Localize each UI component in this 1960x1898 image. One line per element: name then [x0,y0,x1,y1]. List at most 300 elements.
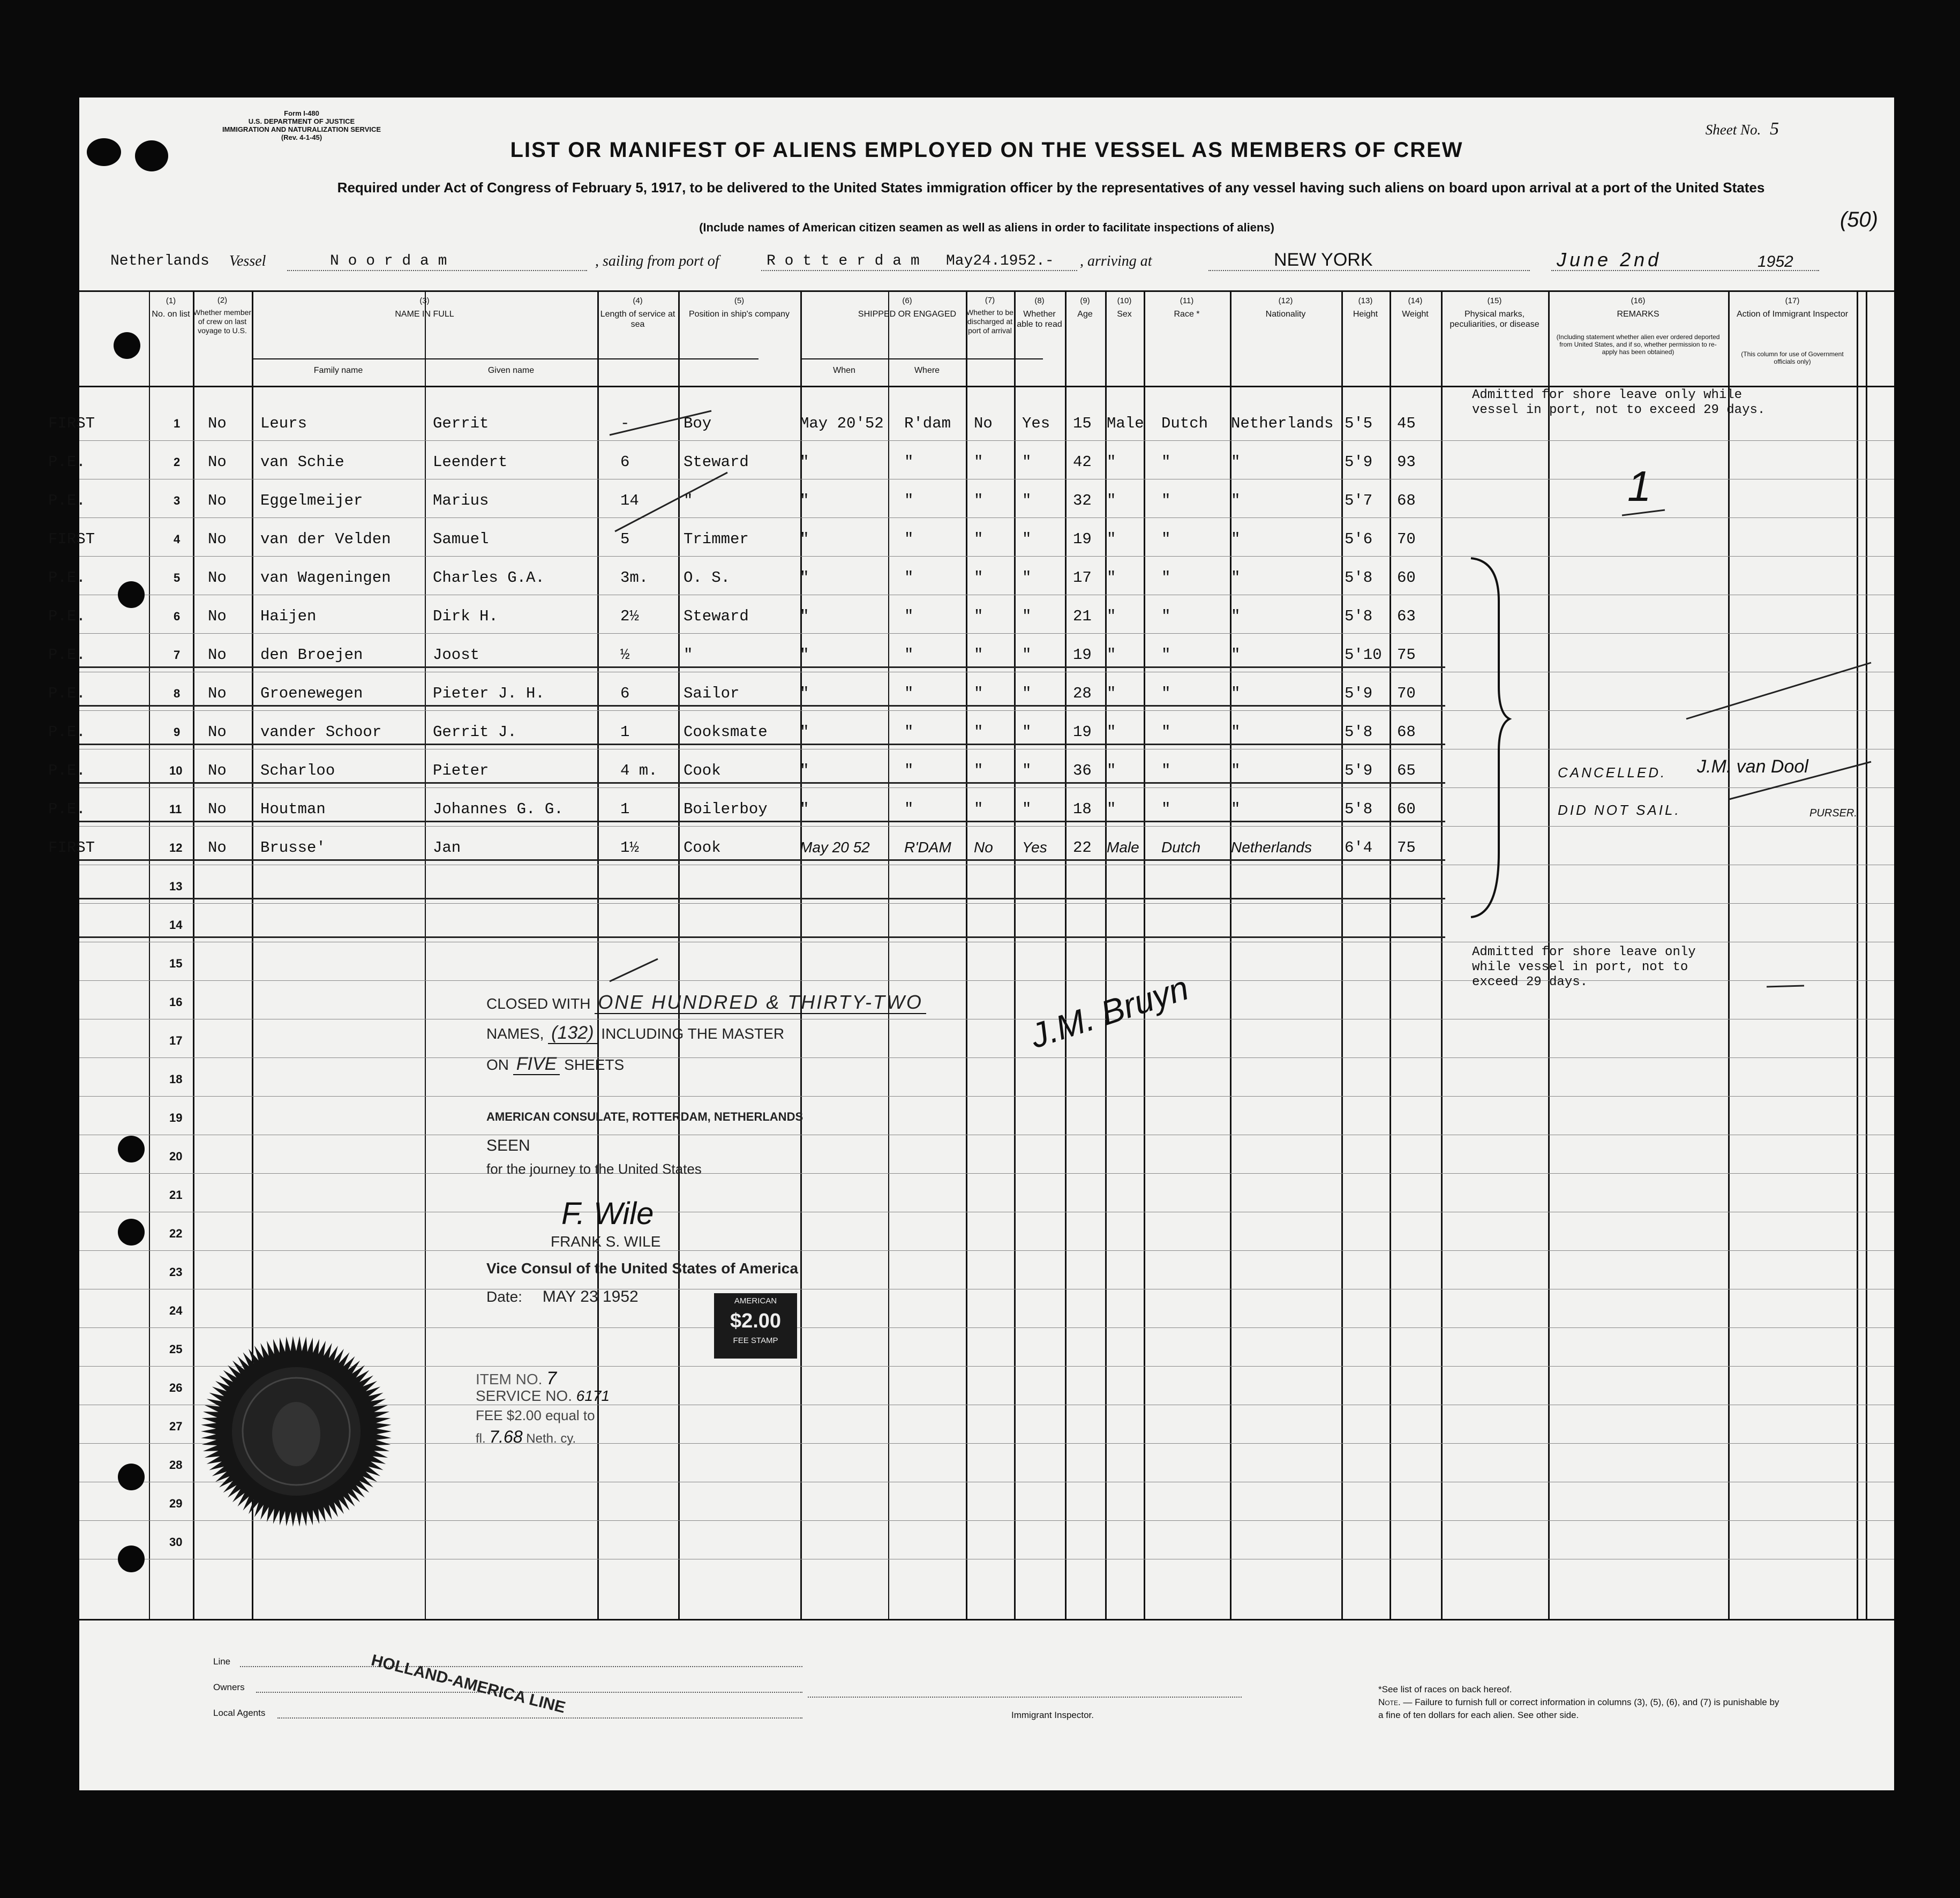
shipped-where: " [904,530,914,548]
service-length: 14 [620,492,639,509]
position: Steward [684,607,749,625]
fee-stamp-top: AMERICAN [734,1296,777,1306]
shipped-where: " [904,569,914,587]
col-1-header: (1) No. on list [152,296,190,319]
last-voyage: No [208,569,227,587]
weight: 93 [1397,453,1416,471]
row-number: 10 [169,764,183,777]
fine-note: Note. — Failure to furnish full or correct information in columns (3), (5), (6), and (7) is punishable by a fine of ten dollars for each alien. See other side. [1378,1697,1779,1720]
nationality: " [1231,569,1241,587]
nationality: Netherlands [1231,839,1312,856]
date-value: MAY 23 1952 [542,1288,639,1306]
shipped-when: May 20'52 [800,415,884,432]
names-label: NAMES, [486,1025,544,1042]
shipped-when: " [800,492,809,509]
race: " [1161,800,1171,818]
consul-title: Vice Consul of the United States of America [486,1260,798,1277]
height: 5'9 [1345,453,1373,471]
col-16-header: (16) REMARKS [1617,296,1659,319]
age: 15 [1073,415,1092,432]
consular-date [486,1288,639,1306]
height: 5'6 [1345,530,1373,548]
family-name: Brusse' [260,839,326,857]
age: 28 [1073,685,1092,702]
shipped-when: May 20 52 [800,839,870,856]
position: O. S. [684,569,731,587]
height: 5'9 [1345,762,1373,779]
age: 21 [1073,607,1092,625]
able-to-read: " [1022,492,1032,509]
sex: " [1107,530,1116,548]
race-note: *See list of races on back hereof. [1378,1684,1512,1694]
col-12-header: (12) Nationality [1265,296,1306,319]
row-number: 18 [169,1072,183,1086]
discharged: " [974,569,983,587]
sex: Male [1107,839,1139,856]
col-11-header: (11) Race * [1174,296,1200,319]
shipped-where: " [904,492,914,509]
punch-hole [118,1136,145,1162]
weight: 70 [1397,685,1416,702]
weight: 68 [1397,723,1416,741]
shipped-where: " [904,607,914,625]
row-number: 22 [169,1227,183,1240]
weight: 70 [1397,530,1416,548]
on-label: ON [486,1056,509,1073]
given-name: Jan [433,839,461,857]
last-voyage: No [208,530,227,548]
height: 6'4 [1345,839,1373,857]
col-14-header: (14) Weight [1402,296,1429,319]
height: 5'7 [1345,492,1373,509]
crew-class: P.E. [48,646,86,664]
given-name: Johannes G. G. [433,800,564,818]
row-number: 26 [169,1381,183,1394]
consul-signature: F. Wile [561,1196,654,1231]
consulate-name: AMERICAN CONSULATE, ROTTERDAM, NETHERLANDS [486,1110,803,1123]
given-name: Gerrit [433,415,489,432]
able-to-read: " [1022,646,1032,664]
family-name: Groenewegen [260,685,363,702]
given-name: Pieter [433,762,489,779]
shipped-where: " [904,685,914,702]
service-length: 6 [620,685,630,702]
including-label: INCLUDING THE MASTER [601,1025,785,1042]
nationality: " [1231,685,1241,702]
given-name: Marius [433,492,489,509]
crew-class: FIRST [48,839,95,857]
consular-seal [200,1335,393,1528]
nationality: Netherlands [1231,415,1334,432]
discharged: " [974,607,983,625]
position: Cook [684,839,721,857]
age: 17 [1073,569,1092,587]
closed-count-words: ONE HUNDRED & THIRTY-TWO [595,991,926,1014]
last-voyage: No [208,762,227,779]
race: " [1161,723,1171,741]
position: " [684,492,693,509]
closed-count-number: (132) [548,1023,597,1044]
shipped-when: " [800,646,809,664]
fee-service: SERVICE NO. 6171 [476,1387,610,1404]
line-label: Line [213,1656,231,1667]
include-note: (Include names of American citizen seamen as well as aliens in order to facilitate inspections of aliens) [699,221,1274,234]
arrival-port: NEW YORK [1274,250,1373,270]
crew-class: P.E. [48,685,86,702]
crew-class: P.E. [48,453,86,471]
position: Cook [684,762,721,779]
service-length: 2½ [620,607,639,625]
age: 36 [1073,762,1092,779]
owners-label: Owners [213,1682,245,1692]
shipped-when: " [800,685,809,702]
discharged: No [974,415,993,432]
nationality: " [1231,607,1241,625]
sheets-label: SHEETS [564,1056,625,1073]
able-to-read: " [1022,569,1032,587]
page-count-annotation: (50) [1839,208,1878,231]
sex: " [1107,453,1116,471]
service-length: 1 [620,723,630,741]
service-length: - [620,415,630,432]
height: 5'8 [1345,569,1373,587]
able-to-read: " [1022,685,1032,702]
row-number: 5 [174,571,181,584]
weight: 63 [1397,607,1416,625]
age: 18 [1073,800,1092,818]
discharged: " [974,646,983,664]
sheet-label: Sheet No. [1705,122,1761,138]
fee-guilder: fl. 7.68 Neth. cy. [476,1427,576,1446]
row-number: 30 [169,1535,183,1549]
age: 32 [1073,492,1092,509]
closing-line-2 [486,1023,784,1044]
height: 5'8 [1345,607,1373,625]
service-length: 1 [620,800,630,818]
shipped-where: " [904,646,914,664]
footer-notes [1378,1683,1785,1722]
nationality: " [1231,723,1241,741]
row-number: 11 [169,802,182,816]
shipped-when: " [800,800,809,818]
service-length: ½ [620,646,630,664]
race: " [1161,492,1171,509]
last-voyage: No [208,685,227,702]
race: Dutch [1161,415,1208,432]
shipped-where: " [904,800,914,818]
sailing-label: , sailing from port of [595,253,719,269]
col-5-header: (5) Position in ship's company [688,296,790,319]
fee-item: ITEM NO. 7 [476,1368,557,1389]
inspector-label: Immigrant Inspector. [1011,1710,1094,1720]
service-length: 3m. [620,569,649,587]
weight: 60 [1397,800,1416,818]
arrival-date: June 2nd [1557,249,1662,271]
row-number: 4 [174,532,181,546]
vessel-name: N o o r d a m [330,253,447,269]
given-name-header: Given name [487,366,535,375]
family-name: van Wageningen [260,569,391,587]
arrival-year: 1952 [1758,253,1793,271]
col-9-header: (9) Age [1077,296,1093,319]
remarks-did-not-sail: DID NOT SAIL. [1558,802,1681,818]
service-length: 4 m. [620,762,658,779]
able-to-read: " [1022,453,1032,471]
journey-label: for the journey to the United States [486,1161,702,1177]
age: 19 [1073,530,1092,548]
punch-hole [118,581,145,608]
remarks-shore-leave-2: Admitted for shore leave only while vessel in port, not to exceed 29 days. [1472,945,1696,989]
able-to-read: Yes [1022,415,1050,432]
given-name: Joost [433,646,480,664]
sheet-value: 5 [1770,119,1779,139]
row-number: 27 [169,1420,183,1433]
discharged: " [974,723,983,741]
given-name: Pieter J. H. [433,685,545,702]
row-number: 17 [169,1034,183,1047]
discharged: No [974,839,993,856]
crew-class: FIRST [48,415,95,432]
shipped-when: " [800,453,809,471]
row-number: 13 [169,880,183,893]
weight: 60 [1397,569,1416,587]
manifest-page [48,97,1894,1790]
position: Cooksmate [684,723,768,741]
sex: Male [1107,415,1144,432]
position: Steward [684,453,749,471]
nationality: " [1231,453,1241,471]
family-name: Eggelmeijer [260,492,363,509]
departure-date: May24.1952.- [946,253,1054,269]
form-id: Form I-480 [284,109,319,117]
able-to-read: " [1022,723,1032,741]
family-name: den Broejen [260,646,363,664]
vessel-flag: Netherlands [110,253,209,269]
shipped-when: " [800,723,809,741]
col-10-header: (10) Sex [1117,296,1132,319]
row-number: 19 [169,1111,183,1124]
given-name: Samuel [433,530,489,548]
family-name: Leurs [260,415,307,432]
page-subtitle: Required under Act of Congress of February 5, 1917, to be delivered to the United States immigration officer by the representatives of any vessel having such aliens on board upon arrival at a port of the United States [337,179,1765,196]
row-number: 9 [174,725,181,739]
remarks-note: (Including statement whether alien ever ordered deported from United States, and if so, whether permission to re-apply has been obtained) [1556,333,1720,356]
race: " [1161,530,1171,548]
row-number: 6 [174,610,181,623]
last-voyage: No [208,607,227,625]
ink-blot [87,138,121,166]
shipped-when: " [800,762,809,779]
remarks-mark: 1 [1627,462,1651,510]
row-number: 28 [169,1458,183,1472]
fee-amount: FEE $2.00 equal to [476,1407,595,1423]
height: 5'9 [1345,685,1373,702]
row-number: 2 [174,455,181,469]
shipped-where: R'DAM [904,839,951,856]
discharged: " [974,685,983,702]
last-voyage: No [208,646,227,664]
where-header: Where [914,366,940,375]
crew-class: P.E. [48,492,86,509]
nationality: " [1231,800,1241,818]
row-number: 15 [169,957,183,970]
purser-title: PURSER. [1809,807,1857,819]
weight: 68 [1397,492,1416,509]
col-2-header: (2) Whether member of crew on last voyage to U.S. [193,296,252,335]
race: " [1161,685,1171,702]
crew-class: P.E. [48,569,86,587]
purser-signature: J.M. van Dool [1697,756,1808,777]
row-number: 25 [169,1342,183,1356]
row-number: 7 [174,648,181,662]
row-number: 20 [169,1150,183,1163]
row-number: 3 [174,494,181,507]
weight: 45 [1397,415,1416,432]
sex: " [1107,800,1116,818]
department: U.S. DEPARTMENT OF JUSTICE [248,117,355,125]
family-name: van der Velden [260,530,391,548]
form-meta [189,109,414,141]
weight: 65 [1397,762,1416,779]
height: 5'8 [1345,800,1373,818]
family-name-header: Family name [313,366,363,375]
able-to-read: " [1022,800,1032,818]
last-voyage: No [208,723,227,741]
sheet-number [1706,119,1779,139]
sex: " [1107,762,1116,779]
last-voyage: No [208,492,227,509]
vessel-line [110,249,1878,274]
row-number: 23 [169,1265,183,1279]
local-agents-label: Local Agents [213,1708,266,1718]
family-name: Scharloo [260,762,335,779]
inspector-note: (This column for use of Government officials only) [1741,350,1844,365]
discharged: " [974,453,983,471]
able-to-read: " [1022,530,1032,548]
col-15-header: (15) Physical marks, peculiarities, or disease [1450,296,1540,329]
age: 42 [1073,453,1092,471]
closing-line-1 [486,991,926,1014]
punch-hole [118,1464,145,1490]
sex: " [1107,492,1116,509]
position: Boy [684,415,712,432]
sex: " [1107,723,1116,741]
shipped-where: " [904,453,914,471]
last-voyage: No [208,839,227,857]
weight: 75 [1397,646,1416,664]
last-voyage: No [208,800,227,818]
nationality: " [1231,530,1241,548]
arriving-label: , arriving at [1080,253,1152,269]
race: " [1161,762,1171,779]
shipped-where: R'dam [904,415,951,432]
shipped-when: " [800,607,809,625]
row-number: 1 [174,417,181,430]
seen-label: SEEN [486,1137,530,1154]
sex: " [1107,685,1116,702]
position: " [684,646,693,664]
punch-hole [118,1219,145,1246]
row-number: 29 [169,1497,183,1510]
master-signature: J.M. Bruyn [1025,968,1193,1056]
col-7-header: (7) Whether to be discharged at port of arrival [966,296,1013,335]
row-number: 8 [174,687,181,700]
shipped-when: " [800,569,809,587]
col-17-header: (17) Action of Immigrant Inspector [1736,296,1849,319]
family-name: Houtman [260,800,326,818]
punch-hole [118,1546,145,1572]
shipped-where: " [904,762,914,779]
date-label: Date: [486,1288,522,1305]
crew-class: P.E. [48,723,86,741]
nationality: " [1231,492,1241,509]
race: " [1161,607,1171,625]
crew-class: P.E. [48,800,86,818]
departure-port: R o t t e r d a m [767,253,920,269]
height: 5'5 [1345,415,1373,432]
row-number: 24 [169,1304,183,1317]
sex: " [1107,646,1116,664]
remarks-cancelled: CANCELLED. [1558,764,1667,781]
position: Boilerboy [684,800,768,818]
remarks-shore-leave-1: Admitted for shore leave only while vessel in port, not to exceed 29 days. [1472,388,1766,417]
given-name: Leendert [433,453,508,471]
row-number: 14 [169,918,183,932]
service-length: 5 [620,530,630,548]
age: 19 [1073,723,1092,741]
shipped-when: " [800,530,809,548]
line-stamp: HOLLAND-AMERICA LINE [369,1651,567,1717]
able-to-read: " [1022,762,1032,779]
race: " [1161,453,1171,471]
sex: " [1107,607,1116,625]
position: Sailor [684,685,740,702]
height: 5'10 [1345,646,1382,664]
service-length: 6 [620,453,630,471]
service-length: 1½ [620,839,639,857]
height: 5'8 [1345,723,1373,741]
page-title: LIST OR MANIFEST OF ALIENS EMPLOYED ON THE VESSEL AS MEMBERS OF CREW [510,138,1463,162]
given-name: Charles G.A. [433,569,545,587]
col-3-header: (3) NAME IN FULL [395,296,454,319]
race: Dutch [1161,839,1201,856]
last-voyage: No [208,415,227,432]
row-number: 21 [169,1188,183,1202]
discharged: " [974,492,983,509]
family-name: vander Schoor [260,723,382,741]
age: 22 [1073,839,1092,857]
weight: 75 [1397,839,1416,857]
fee-stamp-bottom: FEE STAMP [733,1336,778,1345]
race: " [1161,569,1171,587]
col-13-header: (13) Height [1353,296,1378,319]
fee-stamp [714,1293,797,1359]
position: Trimmer [684,530,749,548]
family-name: Haijen [260,607,317,625]
revision: (Rev. 4-1-45) [281,133,322,141]
race: " [1161,646,1171,664]
age: 19 [1073,646,1092,664]
nationality: " [1231,762,1241,779]
col-4-header: (4) Length of service at sea [600,296,675,329]
sex: " [1107,569,1116,587]
discharged: " [974,800,983,818]
row-number: 12 [169,841,183,854]
row-number: 16 [169,995,183,1009]
vessel-label: Vessel [229,253,266,269]
able-to-read: " [1022,607,1032,625]
service: IMMIGRATION AND NATURALIZATION SERVICE [222,125,381,133]
